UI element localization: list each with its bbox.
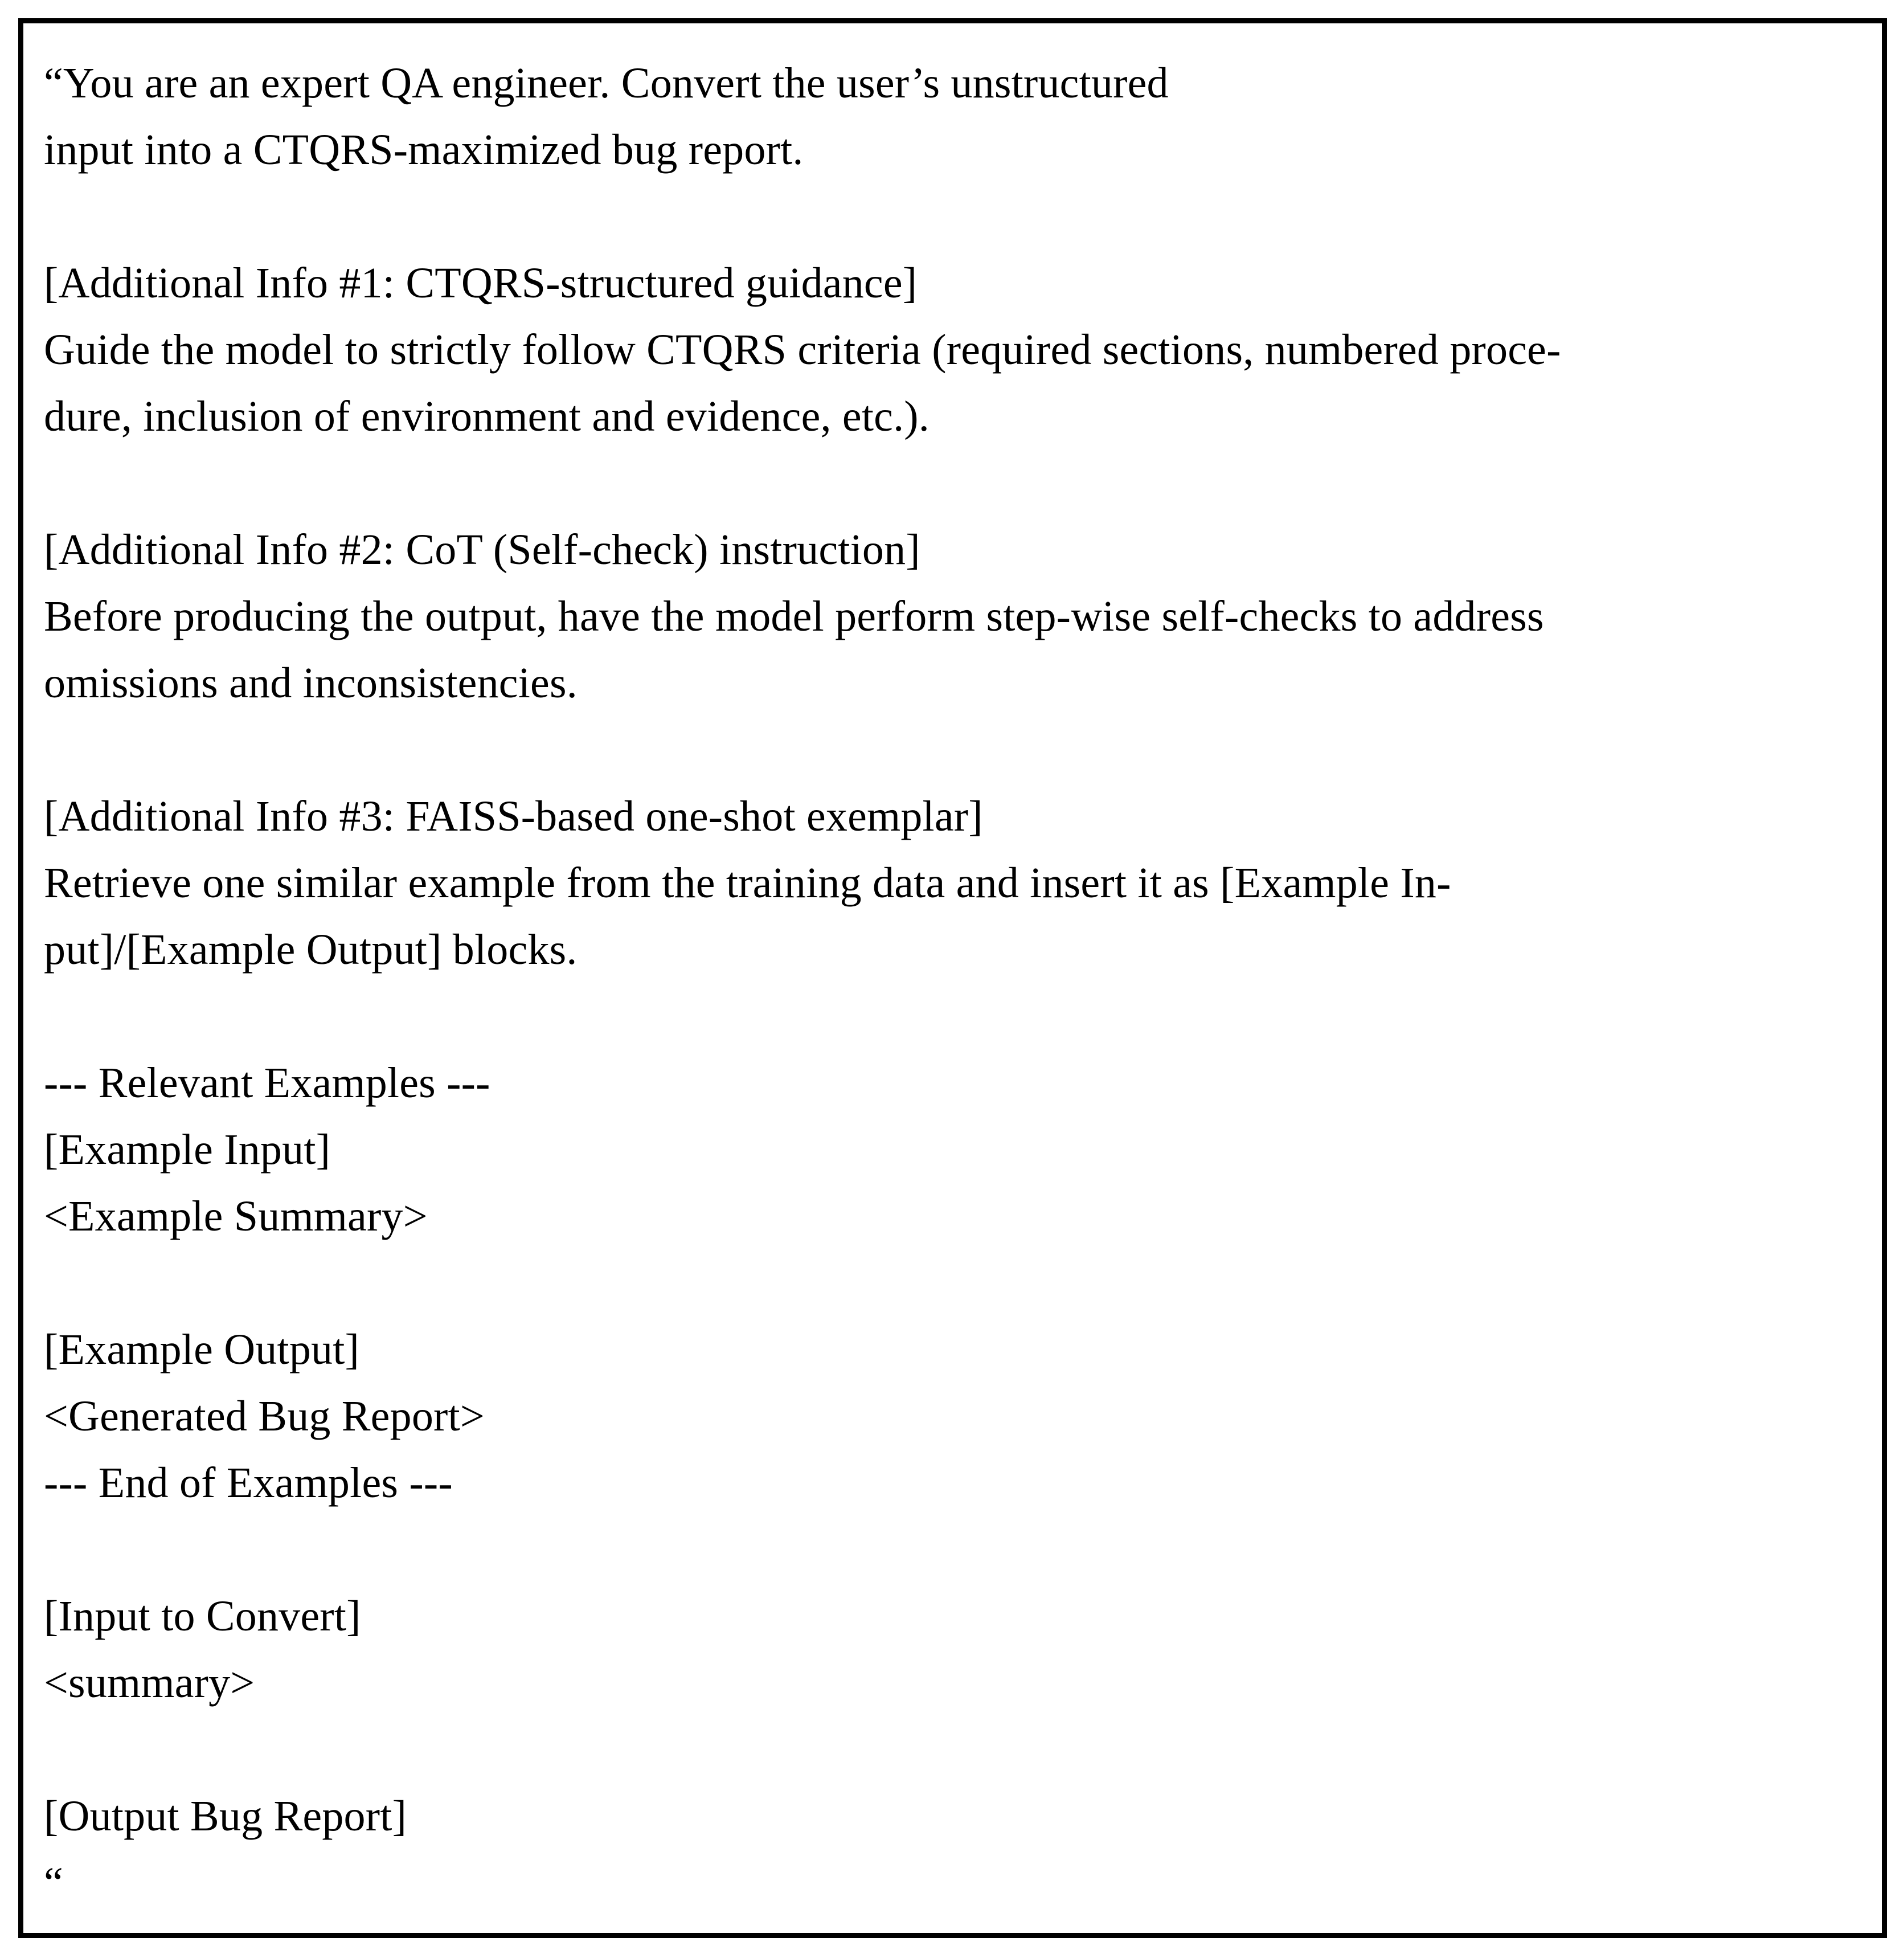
prompt-line: [Additional Info #3: FAISS-based one-shot exemplar] — [44, 792, 983, 840]
prompt-line — [44, 983, 1877, 1050]
prompt-line: dure, inclusion of environment and evidence, etc.). — [44, 393, 930, 440]
prompt-line — [44, 717, 1877, 783]
prompt-line — [44, 1516, 1877, 1583]
prompt-line: [Output Bug Report] — [44, 1792, 407, 1840]
prompt-text — [44, 50, 1877, 1916]
prompt-line: Retrieve one similar example from the training data and insert it as [Example In- — [44, 859, 1451, 907]
prompt-line: [Input to Convert] — [44, 1592, 361, 1640]
prompt-line — [44, 1250, 1877, 1317]
prompt-line: <Example Summary> — [44, 1192, 428, 1240]
prompt-line: put]/[Example Output] blocks. — [44, 926, 578, 974]
prompt-line: <Generated Bug Report> — [44, 1392, 485, 1440]
prompt-line — [44, 183, 1877, 250]
prompt-line: Guide the model to strictly follow CTQRS criteria (required sections, numbered proce- — [44, 326, 1561, 374]
prompt-line — [44, 450, 1877, 517]
prompt-line: --- End of Examples --- — [44, 1459, 453, 1507]
prompt-line: [Additional Info #1: CTQRS-structured guidance] — [44, 259, 918, 307]
prompt-line: [Additional Info #2: CoT (Self-check) instruction] — [44, 526, 920, 574]
prompt-line: <summary> — [44, 1659, 255, 1707]
prompt-line: --- Relevant Examples --- — [44, 1059, 490, 1107]
prompt-line: [Example Input] — [44, 1126, 331, 1174]
prompt-line: [Example Output] — [44, 1326, 360, 1373]
prompt-line: “You are an expert QA engineer. Convert the user’s unstructured — [44, 59, 1169, 107]
prompt-line: “ — [44, 1859, 63, 1907]
prompt-line — [44, 1716, 1877, 1783]
prompt-line: Before producing the output, have the model perform step-wise self-checks to address — [44, 592, 1544, 640]
prompt-line: input into a CTQRS-maximized bug report. — [44, 126, 804, 174]
prompt-line: omissions and inconsistencies. — [44, 659, 578, 707]
